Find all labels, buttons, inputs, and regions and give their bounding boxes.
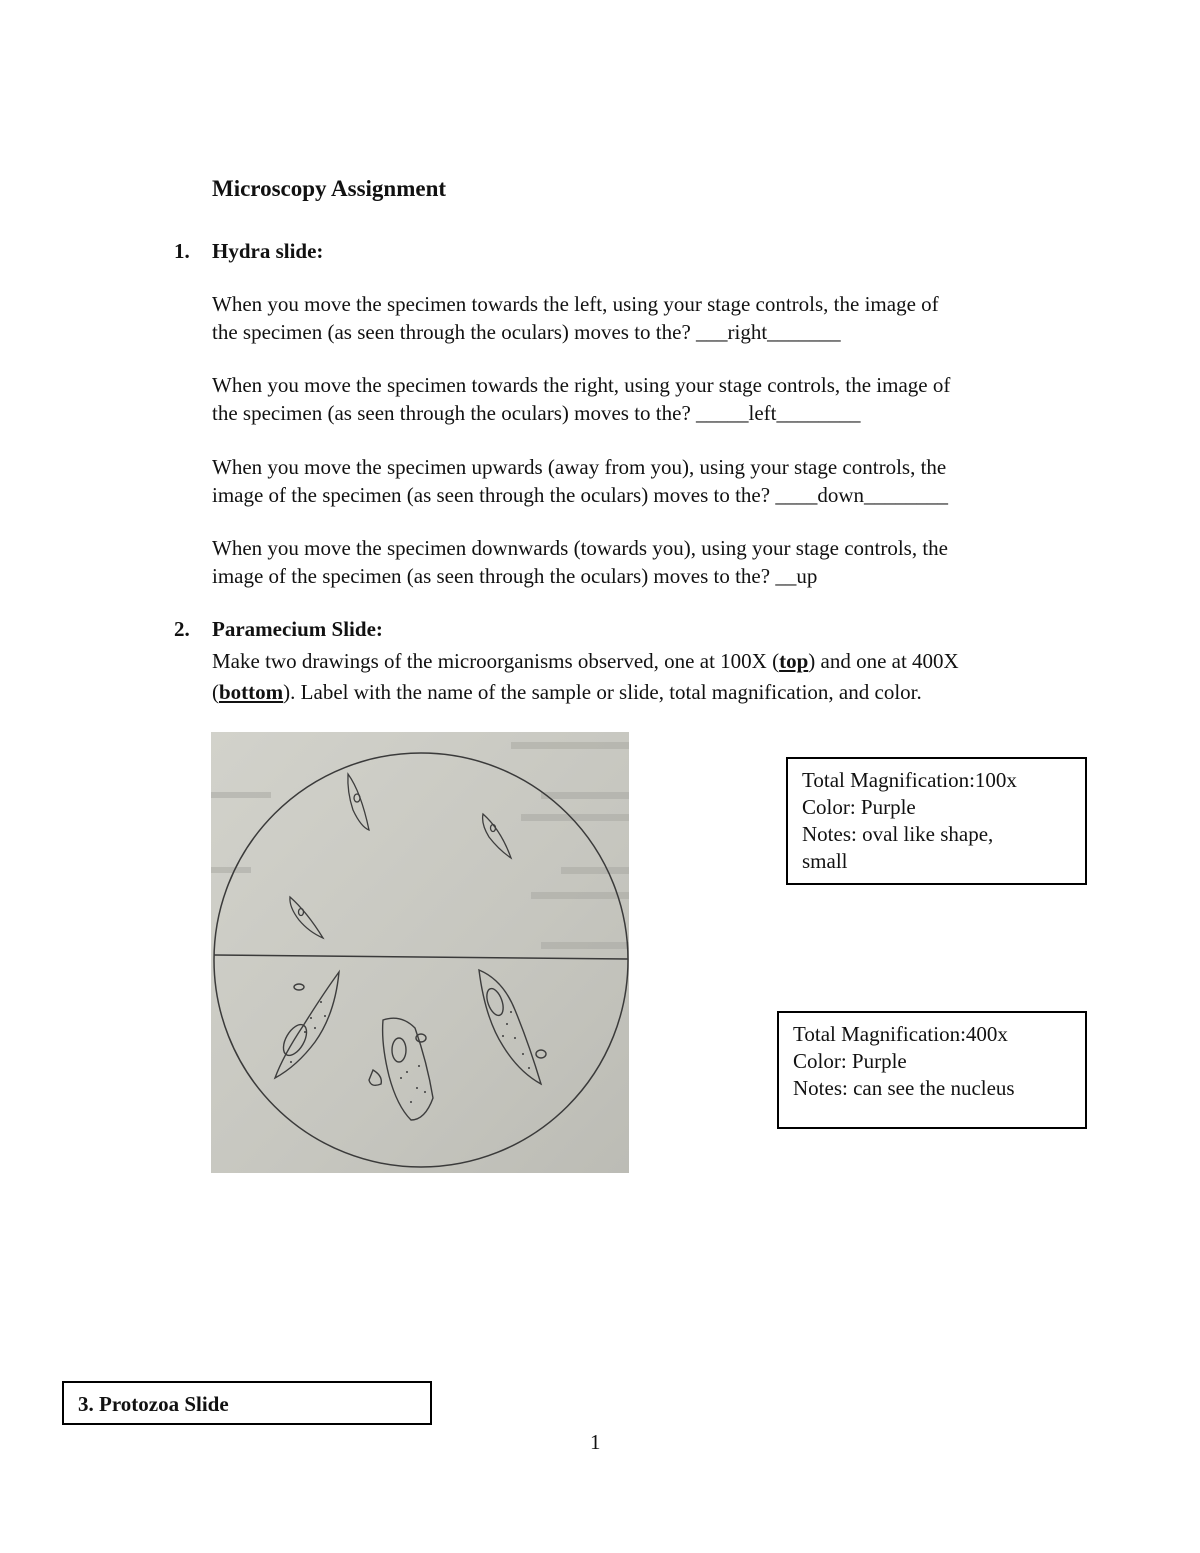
color-label: Color: Purple [793,1049,907,1073]
hydra-question-up [212,453,1092,509]
question-text: When you move the specimen downwards (towards you), using your stage controls, the [212,536,949,560]
question-1-heading: Hydra slide: [212,239,324,263]
paramecium-instructions [212,646,1092,708]
color-label: Color: Purple [802,795,916,819]
question-text: When you move the specimen towards the left, using your stage controls, the image of [212,292,939,316]
label-box-100x [786,757,1087,885]
question-text: When you move the specimen upwards (away from you), using your stage controls, the [212,455,947,479]
answer-line: image of the specimen (as seen through the oculars) moves to the? ____down________ [212,483,948,507]
top-emphasis: top [779,649,809,673]
question-1-number: 1. [174,239,190,263]
answer-line: the specimen (as seen through the oculars) moves to the? _____left________ [212,401,861,425]
protozoa-slide-heading-box [62,1381,432,1425]
section-3-heading: 3. Protozoa Slide [78,1392,229,1416]
bottom-emphasis: bottom [219,680,284,704]
instruction-line-2: (bottom). Label with the name of the sample or slide, total magnification, and color. [212,680,922,704]
notes-label: Notes: oval like shape, [802,822,994,846]
page-title: Microscopy Assignment [212,176,447,201]
label-box-400x [777,1011,1087,1129]
question-2-number: 2. [174,617,190,641]
question-2-heading: Paramecium Slide: [212,617,383,641]
instruction-line-1: Make two drawings of the microorganisms observed, one at 100X (top) and one at 400X [212,649,959,673]
answer-line: image of the specimen (as seen through the oculars) moves to the? __up [212,564,818,588]
hydra-question-right [212,371,1092,427]
magnification-label: Total Magnification:100x [802,768,1017,792]
notes-label-continued: small [802,849,848,873]
answer-line: the specimen (as seen through the oculars) moves to the? ___right_______ [212,320,841,344]
magnification-label: Total Magnification:400x [793,1022,1008,1046]
notes-label: Notes: can see the nucleus [793,1076,1015,1100]
hydra-question-down [212,534,1092,590]
hydra-question-left [212,290,1092,346]
question-text: When you move the specimen towards the right, using your stage controls, the image of [212,373,951,397]
paramecium-drawing-photo [211,732,629,1173]
page-number: 1 [590,1430,601,1454]
